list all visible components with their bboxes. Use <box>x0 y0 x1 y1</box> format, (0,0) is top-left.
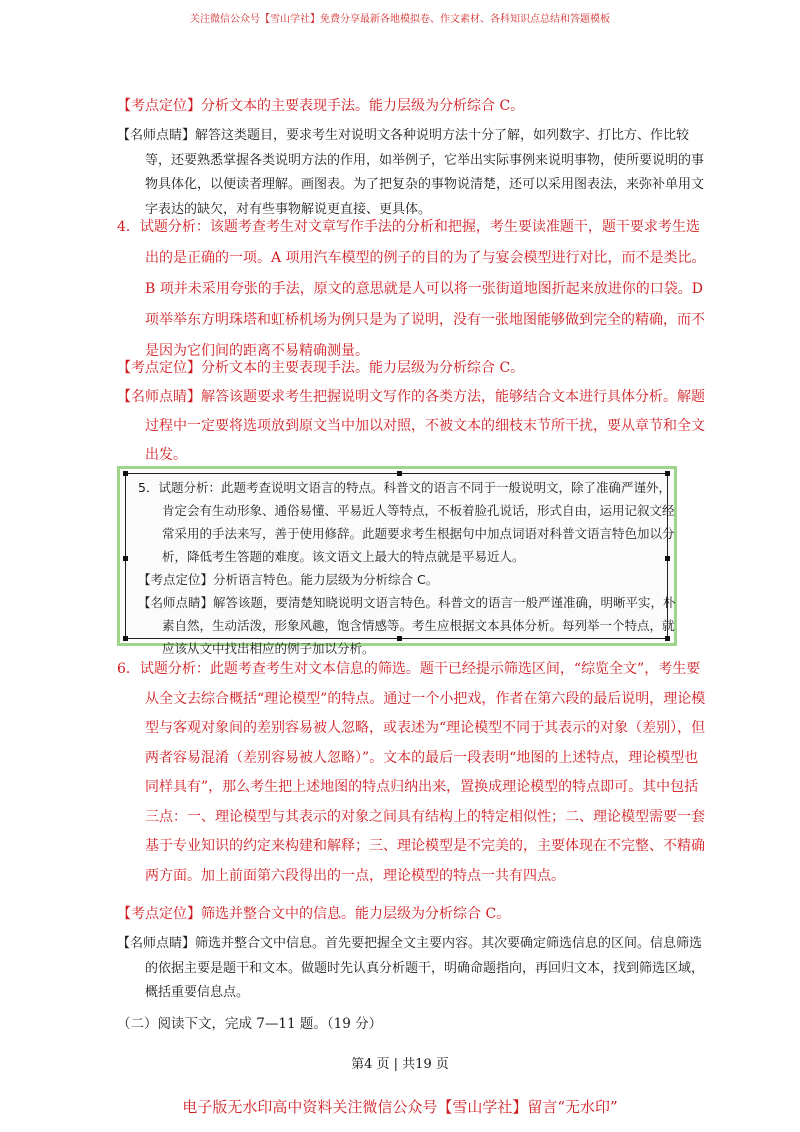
sec5-analysis: 5．试题分析：此题考查说明文语言的特点。科普文的语言不同于一般说明文，除了准确严谨外，肯定会有生动形象、通俗易懂、平易近人等特点，不板着脸孔说话，形式自由，运用记叙文经常采用的手法来写，善于使用修辞。此题要求考生根据句中加点词语对科普文语言特色加以分析，降低考生答题的难度。该文语文上最大的特点就是平易近人。 <box>138 480 675 564</box>
header-banner: 关注微信公众号【雪山学社】免费分享最新各地模拟卷、作文素材、各科知识点总结和答题模板 <box>190 14 610 25</box>
sec5-image-box <box>117 466 677 656</box>
footer-banner: 电子版无水印高中资料关注微信公众号【雪山学社】留言“无水印” <box>182 1098 618 1116</box>
sec5-mingshi: 【名师点睛】解答该题，要清楚知晓说明文语言特色。科普文的语言一般严谨准确，明晰平实，朴素自然，生动活泼，形象风趣，饱含情感等。考生应根据文本具体分析。每列举一个特点，就应该从文中找出相应的例子加以分析。 <box>138 595 676 656</box>
sec4-kaodian: 【考点定位】分析文本的主要表现手法。能力层级为分析综合 C。 <box>117 360 525 376</box>
sec4-mingshi: 【名师点睛】解答该题要求考生把握说明文写作的各类方法，能够结合文本进行具体分析。解题过程中一定要将选项放到原文当中加以对照，不被文本的细枝末节所干扰，要从章节和全文出发。 <box>117 389 705 463</box>
page-number: 第4 页 | 共19 页 <box>351 1057 449 1072</box>
resize-handle-left[interactable] <box>123 556 128 561</box>
sec4-analysis: 4．试题分析：该题考查考生对文章写作手法的分析和把握，考生要读准题干，题干要求考生选出的是正确的一项。A 项用汽车模型的例子的目的为了与宴会模型进行对比，而不是类比。B 项并未采用夸张的手法，原文的意思就是人可以将一张街道地图折起来放进你的口袋。D 项举举东方明珠塔和虹桥机场为例只是为了说明，没有一张地图能够做到完全的精确，而不是因为它们间的距离不易精确测量。 <box>117 219 706 359</box>
sec3-mingshi: 【名师点睛】解答这类题目，要求考生对说明文各种说明方法十分了解，如列数字、打比方、作比较等，还要熟悉掌握各类说明方法的作用，如举例子，它举出实际事例来说明事物，使所要说明的事物具体化，以便读者理解。画图表。为了把复杂的事物说清楚，还可以采用图表法，来弥补单用文字表达的缺欠，对有些事物解说更直接、更具体。 <box>117 128 705 217</box>
sec3-kaodian: 【考点定位】分析文本的主要表现手法。能力层级为分析综合 C。 <box>117 98 525 114</box>
resize-handle-top-left[interactable] <box>123 471 128 476</box>
sec6-kaodian: 【考点定位】筛选并整合文中的信息。能力层级为分析综合 C。 <box>117 906 511 922</box>
sec6-analysis: 6．试题分析：此题考查考生对文本信息的筛选。题干已经提示筛选区间，“综览全文”，考生要从全文去综合概括“理论模型”的特点。通过一个小把戏，作者在第六段的最后说明，理论模型与客观对象间的差别容易被人忽略，或表述为“理论模型不同于其表示的对象（差别），但两者容易混淆（差别容易被人忽略）”。文本的最后一段表明“地图的上述特点，理论模型也同样具有”，那么考生把上述地图的特点归纳出来，置换成理论模型的特点即可。其中包括三点：一、理论模型与其表示的对象之间具有结构上的特定相似性；二、理论模型需要一套基于专业知识的约定来构建和解释；三、理论模型是不完美的，主要体现在不完整、不精确两方面。加上前面第六段得出的一点，理论模型的特点一共有四点。 <box>117 661 706 884</box>
sec5-selection-frame <box>125 473 676 656</box>
part2-heading: （二）阅读下文，完成 7—11 题。（19 分） <box>117 1016 383 1032</box>
sec5-text <box>138 476 678 660</box>
sec5-kaodian: 【考点定位】分析语言特色。能力层级为分析综合 C。 <box>138 572 439 587</box>
resize-handle-bottom-left[interactable] <box>123 636 128 641</box>
sec6-mingshi: 【名师点睛】筛选并整合文中信息。首先要把握全文主要内容。其次要确定筛选信息的区间。信息筛选的依据主要是题干和文本。做题时先认真分析题干，明确命题指向，再回归文本，找到筛选区域，概括重要信息点。 <box>117 936 705 1000</box>
